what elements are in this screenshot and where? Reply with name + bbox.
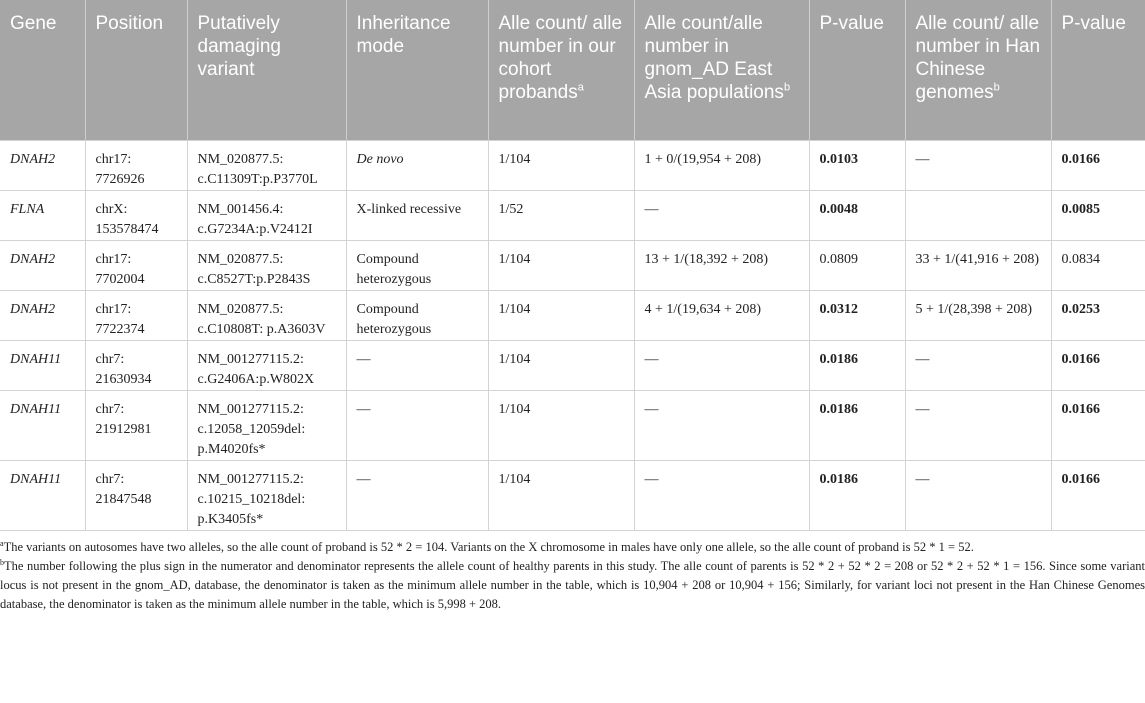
column-header-label: Gene — [10, 13, 57, 34]
gene-cell: DNAH11 — [0, 341, 85, 391]
column-header — [0, 0, 85, 141]
gnomad-count-cell: — — [634, 191, 809, 241]
position-cell: chr7: 21847548 — [85, 461, 187, 531]
han-p-value-cell: 0.0166 — [1051, 461, 1145, 531]
table-footnotes — [0, 531, 1145, 614]
gnomad-count-cell: — — [634, 461, 809, 531]
han-p-value-cell: 0.0166 — [1051, 341, 1145, 391]
column-header — [488, 0, 634, 141]
column-header — [85, 0, 187, 141]
han-p-value-cell: 0.0834 — [1051, 241, 1145, 291]
han-p-value-cell: 0.0253 — [1051, 291, 1145, 341]
footnote — [0, 538, 1145, 557]
column-header-label: Alle count/ alle number in our cohort probands — [498, 13, 623, 103]
footnote-text: The number following the plus sign in the numerator and denominator represents the allele count of healthy parents in this study. The alle count of parents is 52 * 2 + 52 * 2 = 208 or 52 * 2 + 52 * 1 = 156. Since some variant locus is not present in the gnom_AD, database, the denominator is taken as the minimum allele number in the table, which is 10,904 + 208 or 10,904 + 156; Similarly, for variant loci not present in the Han Chinese Genomes database, the denominator is taken as the minimum allele number in the table, which is 5,998 + 208. — [0, 559, 1145, 611]
gnomad-count-cell: 4 + 1/(19,634 + 208) — [634, 291, 809, 341]
han-count-cell: 5 + 1/(28,398 + 208) — [905, 291, 1051, 341]
cohort-count-cell: 1/104 — [488, 241, 634, 291]
variant-cell: NM_001456.4: c.G7234A:p.V2412I — [187, 191, 346, 241]
cohort-count-cell: 1/104 — [488, 391, 634, 461]
column-header-label: Alle count/alle number in gnom_AD East Asia populations — [644, 13, 784, 103]
table-row — [0, 241, 1145, 291]
table-body — [0, 141, 1145, 531]
cohort-count-cell: 1/104 — [488, 461, 634, 531]
gnomad-p-value-cell: 0.0186 — [809, 461, 905, 531]
variant-cell: NM_001277115.2: c.12058_12059del: p.M4020fs* — [187, 391, 346, 461]
column-header — [905, 0, 1051, 141]
inheritance-cell: — — [346, 391, 488, 461]
column-header — [1051, 0, 1145, 141]
han-count-cell: 33 + 1/(41,916 + 208) — [905, 241, 1051, 291]
han-count-cell: — — [905, 141, 1051, 191]
inheritance-cell: De novo — [346, 141, 488, 191]
column-header-label: Alle count/ alle number in Han Chinese genomes — [915, 13, 1041, 103]
inheritance-cell: X-linked recessive — [346, 191, 488, 241]
variant-cell: NM_020877.5: c.C10808T: p.A3603V — [187, 291, 346, 341]
footnote-text: The variants on autosomes have two alleles, so the alle count of proband is 52 * 2 = 104. Variants on the X chromosome in males have only one allele, so the alle count of proband is 52 * 1 = 52. — [3, 540, 974, 554]
gnomad-p-value-cell: 0.0186 — [809, 391, 905, 461]
column-header-label: Position — [95, 13, 164, 34]
position-cell: chr17: 7722374 — [85, 291, 187, 341]
position-cell: chr7: 21630934 — [85, 341, 187, 391]
gnomad-p-value-cell: 0.0048 — [809, 191, 905, 241]
gene-cell: DNAH11 — [0, 461, 85, 531]
han-p-value-cell: 0.0166 — [1051, 141, 1145, 191]
gene-cell: FLNA — [0, 191, 85, 241]
inheritance-cell: Compound heterozygous — [346, 291, 488, 341]
column-header-label: Inheritance mode — [356, 13, 451, 57]
gnomad-count-cell: — — [634, 391, 809, 461]
variant-cell: NM_001277115.2: c.10215_10218del: p.K3405fs* — [187, 461, 346, 531]
variant-cell: NM_020877.5: c.C11309T:p.P3770L — [187, 141, 346, 191]
column-header-label: P-value — [1061, 13, 1126, 34]
table-row — [0, 391, 1145, 461]
gnomad-p-value-cell: 0.0312 — [809, 291, 905, 341]
table-row — [0, 461, 1145, 531]
variant-cell: NM_020877.5: c.C8527T:p.P2843S — [187, 241, 346, 291]
gnomad-count-cell: 1 + 0/(19,954 + 208) — [634, 141, 809, 191]
position-cell: chr17: 7726926 — [85, 141, 187, 191]
cohort-count-cell: 1/104 — [488, 291, 634, 341]
footnote-marker: b — [993, 81, 1000, 94]
position-cell: chr17: 7702004 — [85, 241, 187, 291]
gnomad-p-value-cell: 0.0186 — [809, 341, 905, 391]
gnomad-count-cell: 13 + 1/(18,392 + 208) — [634, 241, 809, 291]
column-header — [187, 0, 346, 141]
footnote — [0, 557, 1145, 614]
column-header — [634, 0, 809, 141]
han-p-value-cell: 0.0085 — [1051, 191, 1145, 241]
inheritance-cell: Compound heterozygous — [346, 241, 488, 291]
han-count-cell: — — [905, 391, 1051, 461]
column-header — [809, 0, 905, 141]
han-p-value-cell: 0.0166 — [1051, 391, 1145, 461]
cohort-count-cell: 1/52 — [488, 191, 634, 241]
footnote-marker: b — [783, 81, 791, 94]
column-header-label: P-value — [819, 13, 884, 34]
gnomad-p-value-cell: 0.0103 — [809, 141, 905, 191]
table-row — [0, 191, 1145, 241]
gene-cell: DNAH2 — [0, 241, 85, 291]
column-header — [346, 0, 488, 141]
footnote-marker: a — [0, 538, 4, 548]
inheritance-cell: — — [346, 461, 488, 531]
table-row — [0, 291, 1145, 341]
column-header-label: Putatively damaging variant — [197, 13, 281, 80]
gene-cell: DNAH2 — [0, 291, 85, 341]
han-count-cell: — — [905, 461, 1051, 531]
position-cell: chr7: 21912981 — [85, 391, 187, 461]
han-count-cell — [905, 191, 1051, 241]
gnomad-count-cell: — — [634, 341, 809, 391]
position-cell: chrX: 153578474 — [85, 191, 187, 241]
gene-cell: DNAH11 — [0, 391, 85, 461]
footnote-marker: a — [577, 81, 584, 94]
cohort-count-cell: 1/104 — [488, 141, 634, 191]
header-row — [0, 0, 1145, 141]
table-row — [0, 141, 1145, 191]
table-row — [0, 341, 1145, 391]
variant-cell: NM_001277115.2: c.G2406A:p.W802X — [187, 341, 346, 391]
inheritance-cell: — — [346, 341, 488, 391]
footnote-marker: b — [0, 557, 4, 567]
gnomad-p-value-cell: 0.0809 — [809, 241, 905, 291]
table-header — [0, 0, 1145, 141]
han-count-cell: — — [905, 341, 1051, 391]
cohort-count-cell: 1/104 — [488, 341, 634, 391]
gene-cell: DNAH2 — [0, 141, 85, 191]
